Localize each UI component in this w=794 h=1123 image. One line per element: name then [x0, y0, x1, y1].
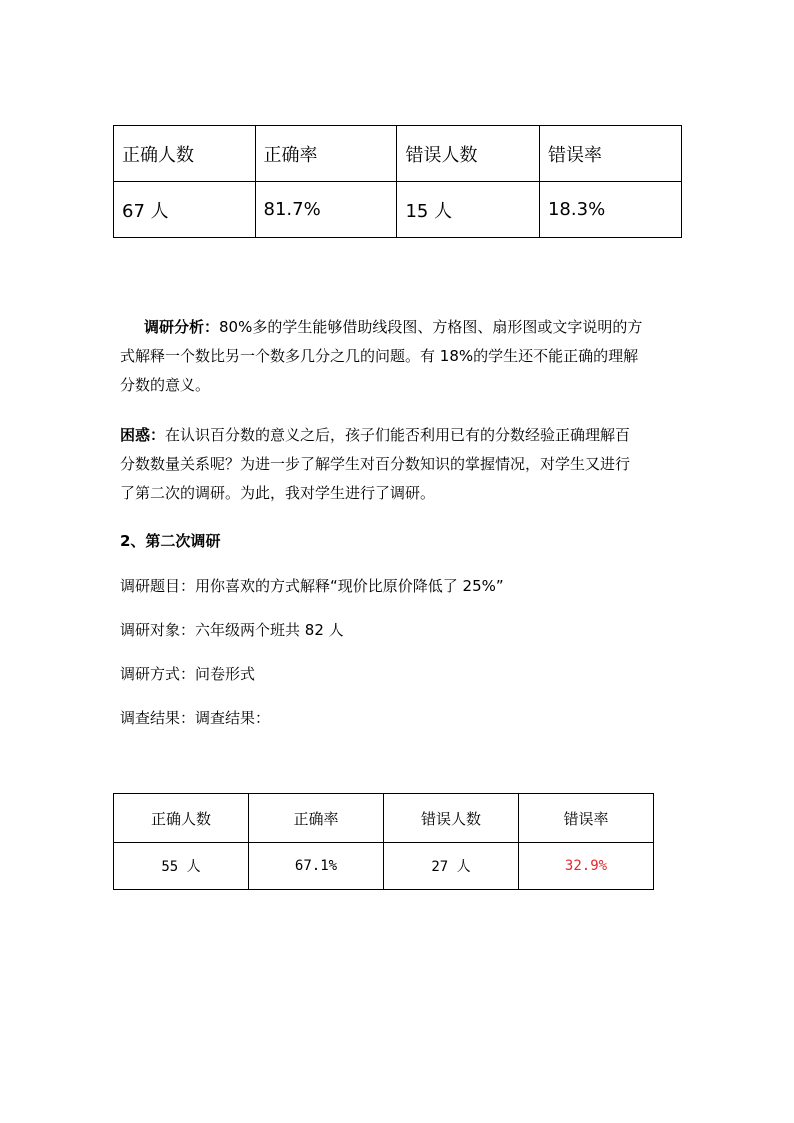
survey-method: 调研方式：问卷形式	[120, 665, 256, 683]
survey-target: 调研对象：六年级两个班共 82 人	[120, 621, 344, 639]
cell-error-rate: 18.3%	[539, 182, 681, 238]
table-header-row	[114, 794, 654, 843]
cell-correct-count: 67 人	[114, 182, 256, 238]
header-error-rate: 错误率	[539, 126, 681, 182]
header-correct-rate: 正确率	[249, 794, 384, 843]
cell-error-count: 15 人	[397, 182, 540, 238]
cell-error-count: 27 人	[384, 843, 519, 890]
header-correct-count: 正确人数	[114, 126, 256, 182]
confusion-line: 在认识百分数的意义之后，孩子们能否利用已有的分数经验正确理解百	[165, 426, 631, 444]
header-correct-rate: 正确率	[255, 126, 397, 182]
confusion-paragraph	[120, 421, 680, 508]
header-error-count: 错误人数	[397, 126, 540, 182]
analysis-line: 80%多的学生能够借助线段图、方格图、扇形图或文字说明的方	[219, 318, 643, 336]
survey-topic: 调研题目：用你喜欢的方式解释“现价比原价降低了 25%”	[120, 577, 504, 595]
confusion-line: 了第二次的调研。为此，我对学生进行了调研。	[120, 484, 436, 502]
table-header-row	[114, 126, 682, 182]
survey-result: 调查结果：调查结果：	[120, 709, 271, 727]
results-table-1	[113, 125, 682, 238]
cell-correct-rate: 81.7%	[255, 182, 397, 238]
confusion-label: 困惑：	[120, 426, 166, 444]
header-correct-count: 正确人数	[114, 794, 249, 843]
cell-error-rate: 32.9%	[519, 843, 654, 890]
cell-correct-count: 55 人	[114, 843, 249, 890]
cell-correct-rate: 67.1%	[249, 843, 384, 890]
header-error-rate: 错误率	[519, 794, 654, 843]
section-heading: 2、第二次调研	[120, 532, 221, 550]
header-error-count: 错误人数	[384, 794, 519, 843]
table-row	[114, 182, 682, 238]
analysis-line: 分数的意义。	[120, 376, 211, 394]
analysis-line: 式解释一个数比另一个数多几分之几的问题。有 18%的学生还不能正确的理解	[120, 347, 639, 365]
analysis-label: 调研分析：	[144, 318, 220, 336]
analysis-paragraph	[120, 313, 680, 400]
confusion-line: 分数数量关系呢？为进一步了解学生对百分数知识的掌握情况，对学生又进行	[120, 455, 631, 473]
results-table-2	[113, 793, 654, 890]
table-row	[114, 843, 654, 890]
